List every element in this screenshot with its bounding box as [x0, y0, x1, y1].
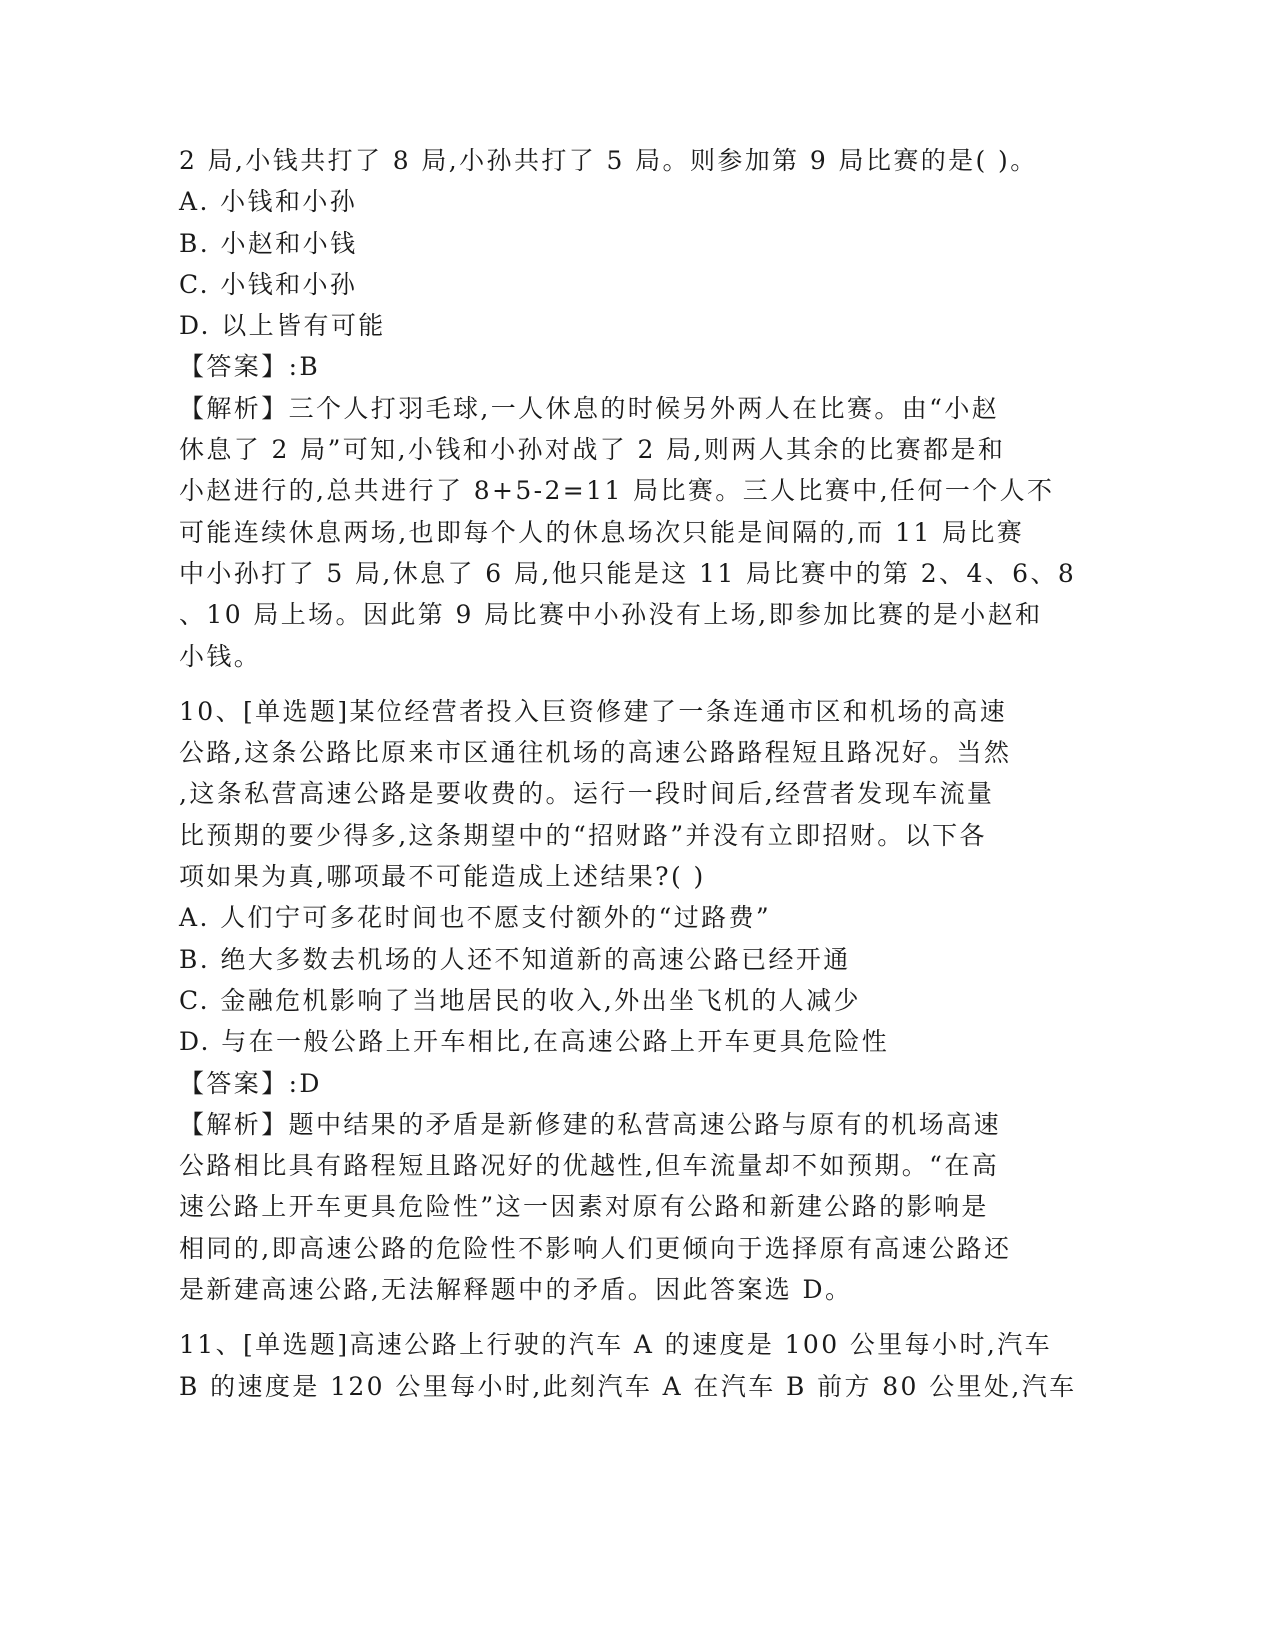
question-stem-line: B 的速度是 120 公里每小时,此刻汽车 A 在汽车 B 前方 80 公里处,汽车 — [179, 1371, 1077, 1401]
analysis-line: 可能连续休息两场,也即每个人的休息场次只能是间隔的,而 11 局比赛 — [179, 517, 1025, 547]
option-b: B. 绝大多数去机场的人还不知道新的高速公路已经开通 — [179, 944, 851, 974]
section-gap — [179, 1310, 1049, 1324]
section-gap — [179, 677, 1049, 691]
answer-line: 【答案】:B — [179, 352, 321, 382]
question-11 — [179, 1324, 1077, 1407]
analysis-line: 公路相比具有路程短且路况好的优越性,但车流量却不如预期。“在高 — [179, 1151, 1000, 1181]
analysis-line: 中小孙打了 5 局,休息了 6 局,他只能是这 11 局比赛中的第 2、4、6、8 — [179, 558, 1077, 588]
analysis-line: 【解析】三个人打羽毛球,一人休息的时候另外两人在比赛。由“小赵 — [179, 393, 1000, 423]
question-stem-line: 项如果为真,哪项最不可能造成上述结果?( ) — [179, 862, 706, 892]
option-a: A. 人们宁可多花时间也不愿支付额外的“过路费” — [179, 903, 772, 933]
analysis-line: 速公路上开车更具危险性”这一因素对原有公路和新建公路的影响是 — [179, 1192, 989, 1222]
analysis-line: 【解析】题中结果的矛盾是新修建的私营高速公路与原有的机场高速 — [179, 1109, 1002, 1139]
option-b: B. 小赵和小钱 — [179, 228, 358, 258]
analysis-line: 小赵进行的,总共进行了 8+5-2=11 局比赛。三人比赛中,任何一个人不 — [179, 476, 1055, 506]
question-stem-line: 2 局,小钱共打了 8 局,小孙共打了 5 局。则参加第 9 局比赛的是( )。 — [179, 146, 1038, 175]
question-stem-line: 公路,这条公路比原来市区通往机场的高速公路路程短且路况好。当然 — [179, 738, 1012, 768]
analysis-line: 休息了 2 局”可知,小钱和小孙对战了 2 局,则两人其余的比赛都是和 — [179, 435, 1006, 465]
option-a: A. 小钱和小孙 — [179, 187, 358, 217]
question-10 — [179, 691, 1049, 1310]
question-stem-line: 11、[单选题]高速公路上行驶的汽车 A 的速度是 100 公里每小时,汽车 — [179, 1330, 1053, 1360]
analysis-line: 小钱。 — [179, 641, 262, 671]
option-d: D. 与在一般公路上开车相比,在高速公路上开车更具危险性 — [179, 1027, 890, 1057]
question-stem-line: 比预期的要少得多,这条期望中的“招财路”并没有立即招财。以下各 — [179, 820, 987, 850]
option-c: C. 金融危机影响了当地居民的收入,外出坐飞机的人减少 — [179, 985, 861, 1015]
question-9 — [179, 140, 1077, 677]
document-page — [179, 140, 1077, 1407]
option-d: D. 以上皆有可能 — [179, 311, 386, 341]
question-stem-line: ,这条私营高速公路是要收费的。运行一段时间后,经营者发现车流量 — [179, 779, 995, 809]
analysis-line: 相同的,即高速公路的危险性不影响人们更倾向于选择原有高速公路还 — [179, 1233, 1012, 1263]
option-c: C. 小钱和小孙 — [179, 269, 358, 299]
analysis-line: 是新建高速公路,无法解释题中的矛盾。因此答案选 D。 — [179, 1275, 853, 1305]
answer-line: 【答案】:D — [179, 1068, 322, 1098]
question-stem-line: 10、[单选题]某位经营者投入巨资修建了一条连通市区和机场的高速 — [179, 696, 1008, 726]
analysis-line: 、10 局上场。因此第 9 局比赛中小孙没有上场,即参加比赛的是小赵和 — [179, 600, 1043, 630]
